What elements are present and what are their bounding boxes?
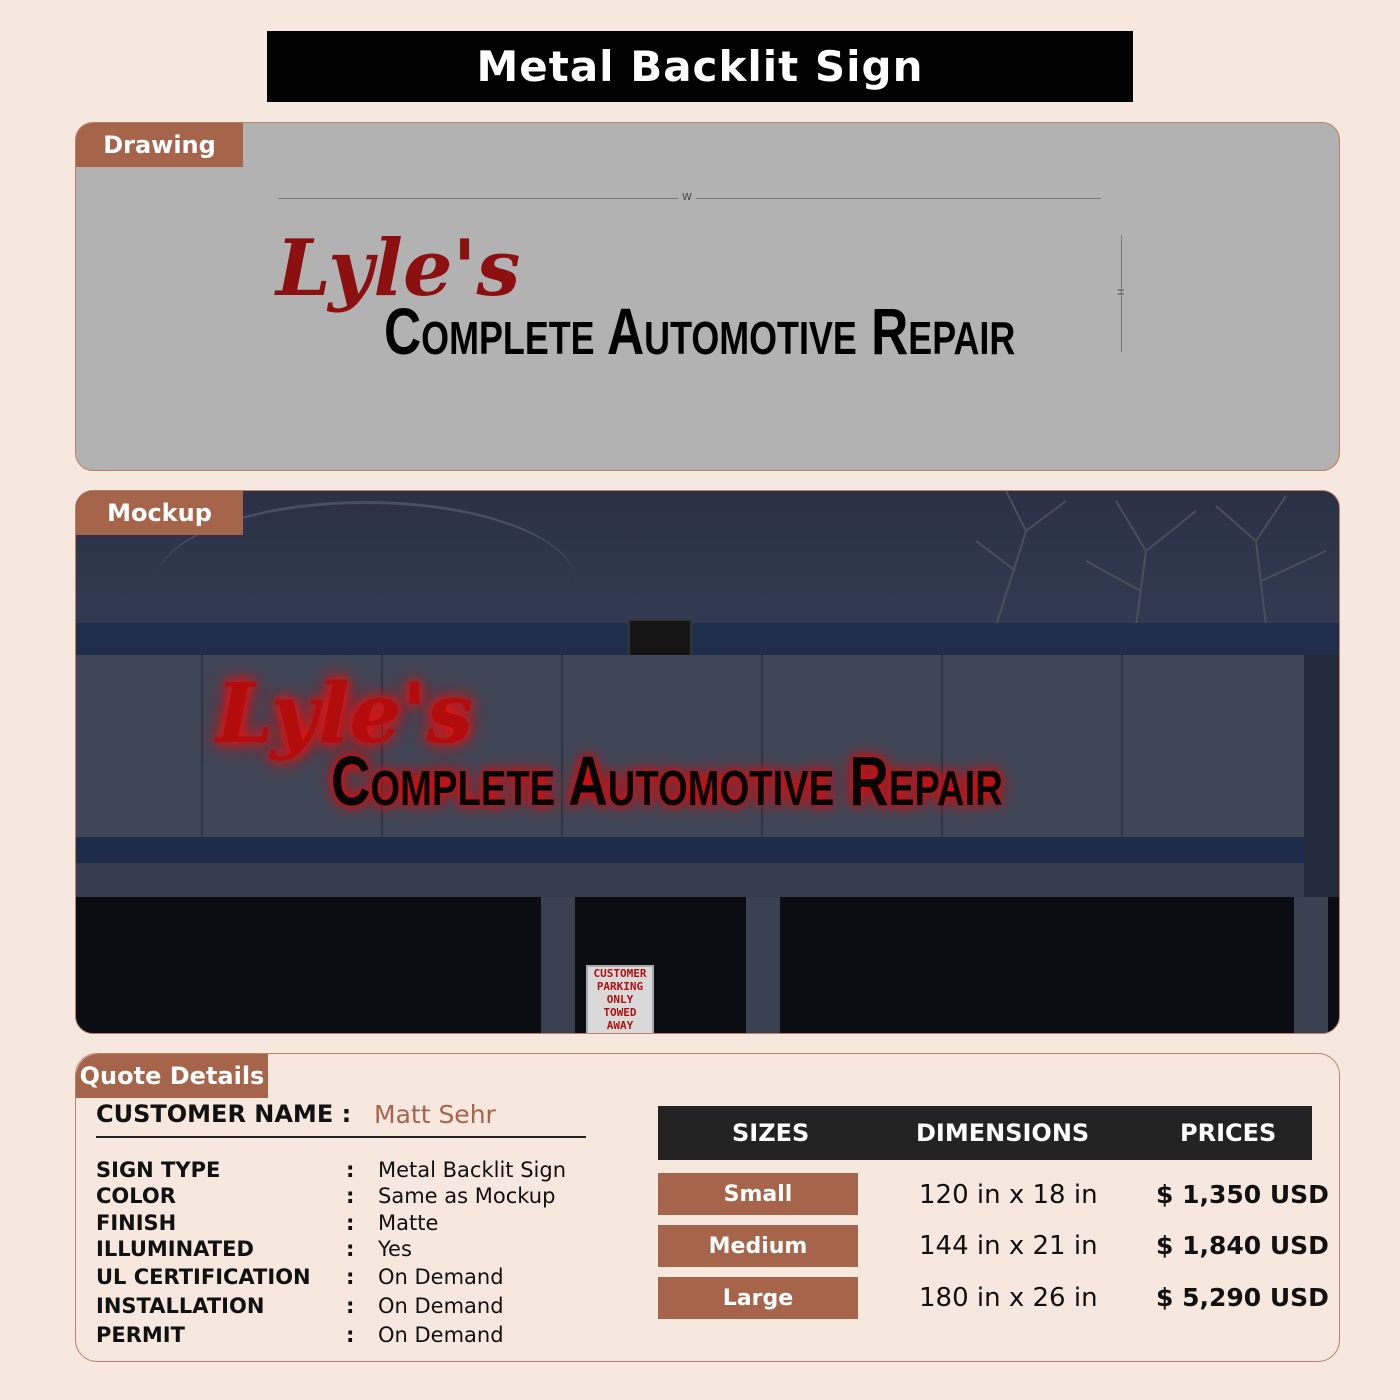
detail-value: On Demand [378, 1294, 504, 1318]
detail-colon: : [346, 1294, 355, 1318]
storefront-pillar [541, 897, 575, 1033]
drawing-block-text [384, 293, 1015, 369]
dimension-cell: 144 in x 21 in [919, 1231, 1098, 1261]
facade-lower-band [76, 863, 1304, 897]
detail-colon: : [346, 1265, 355, 1289]
dimension-cell: 120 in x 18 in [919, 1180, 1098, 1210]
mockup-block-text-label: Complete Automotive Repair [331, 742, 1003, 820]
customer-row [96, 1100, 586, 1138]
parking-sign-line: TOWED AWAY [603, 1006, 637, 1032]
dimension-cell: 180 in x 26 in [919, 1283, 1098, 1313]
size-badge-small: Small [658, 1173, 858, 1215]
detail-colon: : [346, 1323, 355, 1347]
bare-trees-graphic [936, 491, 1339, 626]
mockup-tab: Mockup [76, 491, 243, 535]
parking-sign-line: PARKING [596, 980, 644, 993]
detail-value: Yes [378, 1237, 412, 1261]
header-dimensions: DIMENSIONS [916, 1119, 1090, 1147]
facade-seam [201, 655, 203, 841]
price-cell: $ 5,290 USD [1156, 1283, 1329, 1312]
price-cell: $ 1,350 USD [1156, 1180, 1329, 1209]
detail-key: UL CERTIFICATION [96, 1265, 311, 1289]
customer-label: CUSTOMER NAME : [96, 1100, 352, 1128]
header-sizes: SIZES [732, 1119, 810, 1147]
quote-panel [75, 1053, 1340, 1362]
size-badge-large: Large [658, 1277, 858, 1319]
detail-colon: : [346, 1211, 355, 1235]
detail-value: Matte [378, 1211, 439, 1235]
detail-value: Metal Backlit Sign [378, 1158, 567, 1182]
drawing-block-text-label: Complete Automotive Repair [384, 294, 1016, 368]
width-dimension-label: W [678, 192, 696, 203]
mockup-panel [75, 490, 1340, 1034]
detail-value: On Demand [378, 1323, 504, 1347]
detail-key: FINISH [96, 1211, 177, 1235]
detail-value: On Demand [378, 1265, 504, 1289]
storefront-openings [76, 897, 1339, 1033]
detail-colon: : [346, 1158, 355, 1182]
detail-key: INSTALLATION [96, 1294, 265, 1318]
mockup-block-text [331, 741, 1003, 821]
parking-sign-line: CUSTOMER [593, 967, 647, 980]
size-badge-medium: Medium [658, 1225, 858, 1267]
detail-key: PERMIT [96, 1323, 185, 1347]
storefront-pillar [746, 897, 780, 1033]
parking-sign [586, 965, 654, 1034]
pricing-table-header [658, 1106, 1312, 1160]
header-prices: PRICES [1180, 1119, 1277, 1147]
customer-name: Matt Sehr [374, 1100, 496, 1129]
detail-colon: : [346, 1237, 355, 1261]
mockup-script-text: Lyle's [216, 666, 473, 762]
page-title: Metal Backlit Sign [267, 31, 1133, 102]
detail-colon: : [346, 1184, 355, 1208]
detail-key: SIGN TYPE [96, 1158, 221, 1182]
detail-key: ILLUMINATED [96, 1237, 254, 1261]
roof-trim [76, 623, 1339, 655]
height-dimension-label: H [1114, 288, 1125, 296]
facade-stripe [76, 837, 1304, 863]
quote-tab: Quote Details [76, 1054, 268, 1098]
detail-value: Same as Mockup [378, 1184, 556, 1208]
facade-seam [1121, 655, 1123, 841]
storefront-pillar [1294, 897, 1328, 1033]
price-cell: $ 1,840 USD [1156, 1231, 1329, 1260]
parking-sign-line: ONLY [606, 993, 634, 1006]
drawing-panel [75, 122, 1340, 471]
drawing-tab: Drawing [76, 123, 243, 167]
detail-key: COLOR [96, 1184, 176, 1208]
drawing-script-text: Lyle's [276, 223, 521, 314]
